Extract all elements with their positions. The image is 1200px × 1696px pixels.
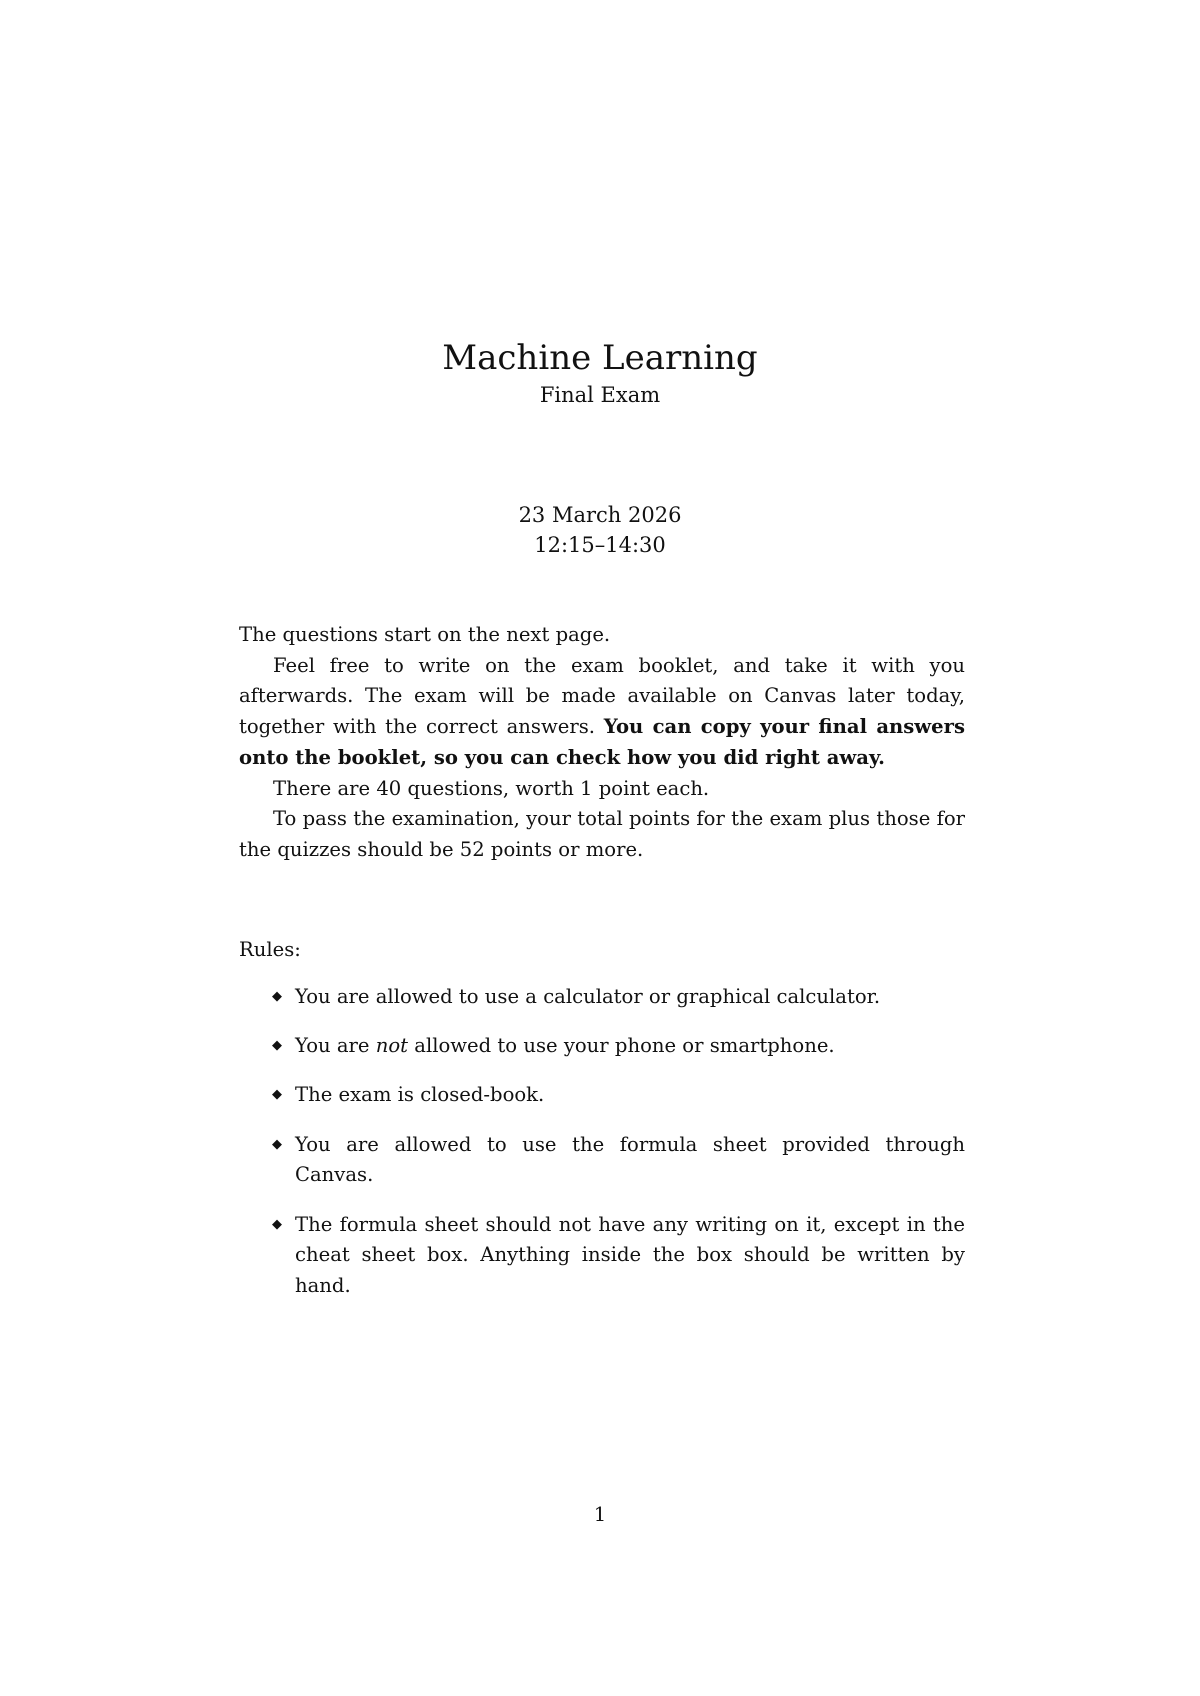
exam-date: 23 March 2026 xyxy=(518,503,682,527)
page-number: 1 xyxy=(593,1503,607,1526)
exam-time: 12:15–14:30 xyxy=(534,533,666,557)
document-subtitle: Final Exam xyxy=(539,383,661,407)
rules-list xyxy=(239,982,965,1320)
instructions-text xyxy=(239,620,965,866)
instruction-booklet-emphasis: You can copy your final answers onto the booklet, so you can check how you did right away. xyxy=(239,715,965,769)
rule-text: You are allowed to use the formula sheet provided through Canvas. xyxy=(295,1132,965,1187)
diamond-bullet-icon: ◆ xyxy=(272,1216,282,1232)
diamond-bullet-icon: ◆ xyxy=(272,1038,282,1054)
rule-item xyxy=(239,1130,965,1191)
instruction-paragraph-booklet xyxy=(239,651,965,774)
rule-text-after: allowed to use your phone or smartphone. xyxy=(408,1034,835,1058)
rule-item xyxy=(239,982,965,1013)
rule-text xyxy=(295,1034,835,1057)
rule-text: The formula sheet should not have any writing on it, except in the cheat sheet box. Anything inside the box should be written by hand. xyxy=(295,1212,965,1297)
instruction-paragraph-passing: To pass the examination, your total points for the exam plus those for the quizzes should be 52 points or more. xyxy=(239,807,965,861)
rule-text: You are allowed to use a calculator or graphical calculator. xyxy=(295,985,881,1008)
rule-item xyxy=(239,1031,965,1062)
instruction-booklet-text: Feel free to write on the exam booklet, and take it with you afterwards. The exam will be made available on Canvas later today, together with the correct answers. xyxy=(239,653,965,739)
instruction-paragraph-questions: There are 40 questions, worth 1 point each. xyxy=(273,776,710,800)
rules-heading: Rules: xyxy=(239,938,301,961)
rule-text-emphasis: not xyxy=(375,1034,409,1058)
diamond-bullet-icon: ◆ xyxy=(272,1136,282,1152)
rule-item xyxy=(239,1080,965,1111)
diamond-bullet-icon: ◆ xyxy=(272,1087,282,1103)
diamond-bullet-icon: ◆ xyxy=(272,989,282,1004)
rule-text-before: You are xyxy=(295,1034,376,1058)
rule-text: The exam is closed-book. xyxy=(295,1083,545,1107)
rule-item xyxy=(239,1210,965,1302)
document-title: Machine Learning xyxy=(442,338,758,378)
instruction-paragraph-start: The questions start on the next page. xyxy=(239,623,611,646)
